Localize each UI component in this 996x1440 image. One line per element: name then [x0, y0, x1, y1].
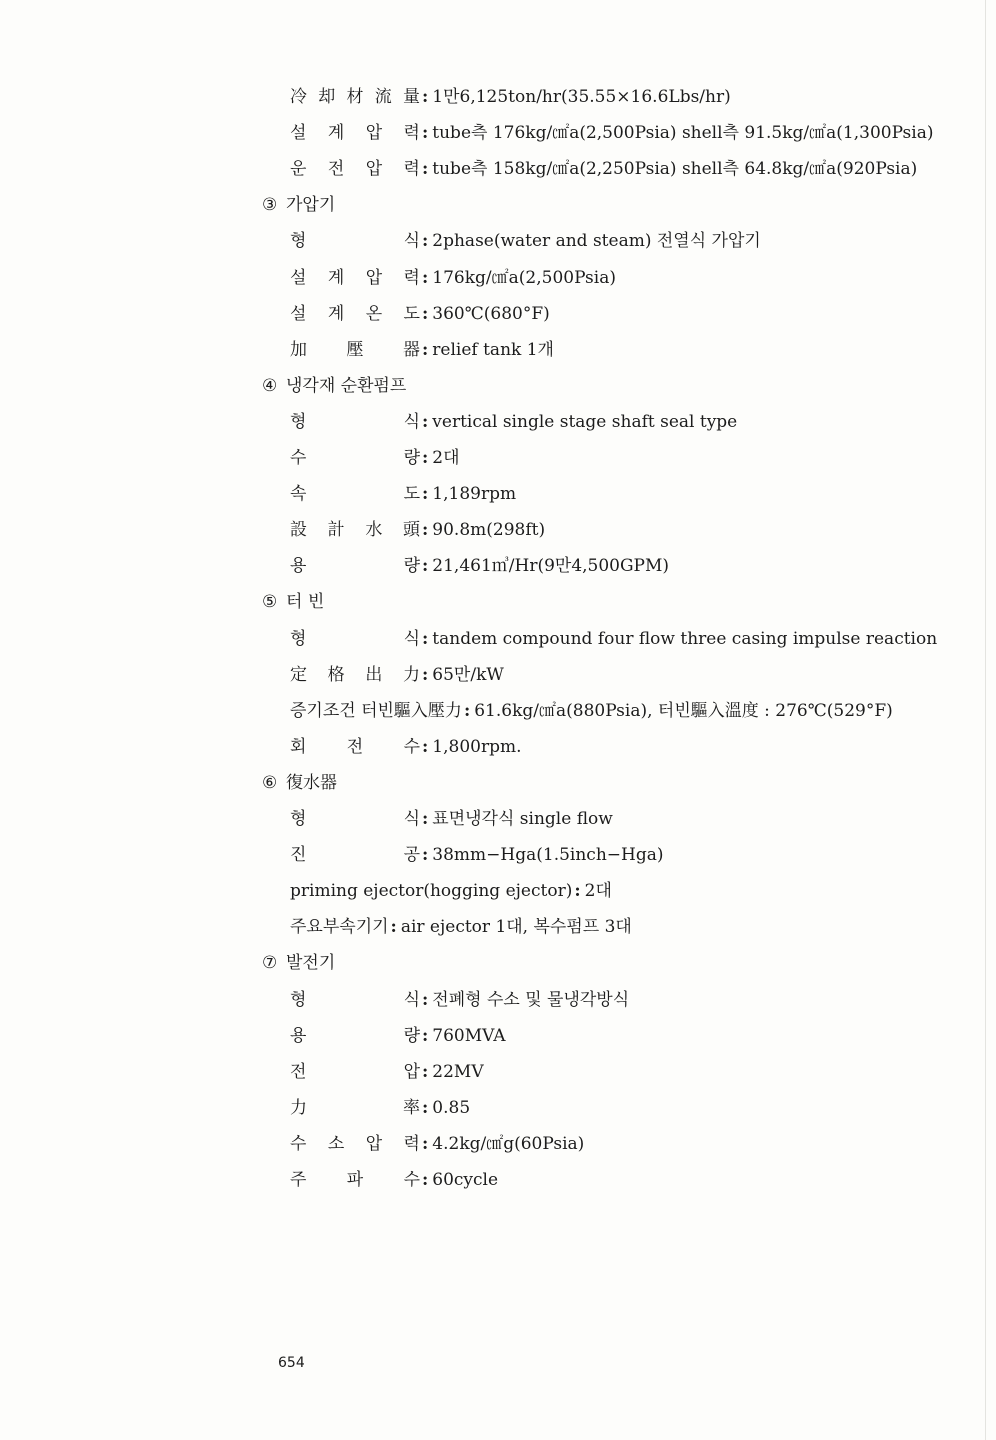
spec-label-char: 형 [290, 231, 307, 252]
spec-label-char: 却 [318, 87, 336, 107]
spec-label-char: 운 [290, 159, 307, 180]
spec-label-char: 冷 [290, 87, 307, 107]
section-number: ⑦ [262, 953, 278, 974]
spec-label-char: 량 [403, 448, 420, 468]
spec-label-char: 량 [403, 1025, 420, 1046]
spec-value: 2대 [432, 448, 460, 468]
spec-label [290, 230, 420, 252]
spec-label-char: 용 [290, 556, 307, 577]
spec-label [290, 303, 420, 325]
spec-line [290, 1169, 498, 1191]
colon-separator: : [422, 231, 429, 252]
spec-value: 61.6kg/㎠a(880Psia), 터빈驅入溫度 : 276℃(529°F) [474, 700, 893, 721]
section-number: ④ [262, 375, 278, 396]
spec-line [290, 122, 933, 144]
spec-label-char: 수 [290, 448, 307, 468]
colon-separator: : [574, 881, 581, 902]
spec-label-char: 형 [290, 989, 307, 1010]
spec-label-char: 出 [365, 664, 383, 685]
spec-label-text: 증기조건 터빈驅入壓力 [290, 700, 462, 721]
spec-label-char: 수 [290, 1133, 307, 1154]
spec-label-char: 計 [327, 520, 345, 541]
colon-separator: : [422, 809, 429, 829]
colon-separator: : [422, 303, 429, 324]
spec-label-char: 형 [290, 809, 307, 829]
spec-label-char: 수 [403, 736, 420, 757]
spec-label-char: 器 [403, 339, 420, 360]
colon-separator: : [422, 1097, 429, 1118]
spec-label-char: 계 [327, 123, 345, 144]
spec-label-char: 계 [327, 267, 345, 288]
spec-label [290, 1133, 420, 1155]
spec-label-char: 형 [290, 411, 307, 432]
spec-value: 0.85 [432, 1097, 471, 1118]
colon-separator: : [390, 917, 397, 938]
spec-line [290, 989, 629, 1011]
spec-value: 176kg/㎠a(2,500Psia) [432, 267, 616, 288]
colon-separator: : [463, 700, 471, 721]
spec-label [290, 808, 420, 830]
spec-value: 38mm−Hga(1.5inch−Hga) [432, 845, 664, 866]
spec-label-char: 계 [327, 303, 345, 324]
spec-value: 60cycle [432, 1170, 499, 1190]
spec-label [290, 122, 420, 144]
spec-value: 전폐형 수소 및 물냉각방식 [432, 989, 630, 1010]
spec-label-char: 식 [403, 989, 420, 1010]
spec-label-text: priming ejector(hogging ejector) [290, 881, 573, 902]
spec-label-text: 주요부속기기 [290, 917, 389, 938]
spec-value: tube측 176kg/㎠a(2,500Psia) shell측 91.5kg/㎠a(1,300Psia) [432, 123, 934, 144]
spec-label [290, 628, 420, 650]
spec-label-char: 식 [403, 809, 420, 829]
spec-line [290, 519, 545, 541]
section-heading [262, 375, 406, 397]
spec-label [290, 1169, 420, 1191]
colon-separator: : [422, 123, 429, 144]
section-heading [262, 591, 324, 613]
spec-line [290, 1097, 470, 1119]
spec-line [290, 916, 632, 938]
spec-label-char: 頭 [402, 520, 420, 541]
spec-line [290, 700, 893, 722]
spec-label-char: 전 [290, 1061, 307, 1082]
colon-separator: : [422, 448, 429, 468]
spec-label-char: 압 [365, 267, 383, 288]
spec-label-char: 設 [290, 520, 307, 541]
scan-edge [985, 0, 986, 1440]
spec-line [290, 447, 460, 469]
spec-label-char: 회 [290, 736, 307, 757]
colon-separator: : [422, 520, 429, 541]
spec-value: 22MV [432, 1061, 484, 1082]
spec-value: 표면냉각식 single flow [432, 809, 613, 829]
section-title: 터 빈 [286, 592, 325, 613]
colon-separator: : [422, 1061, 429, 1082]
spec-line [290, 844, 663, 866]
spec-label [290, 844, 420, 866]
spec-line [290, 880, 612, 902]
spec-label-char: 형 [290, 628, 307, 649]
spec-line [290, 411, 737, 433]
spec-line [290, 483, 516, 505]
spec-label [290, 519, 420, 541]
spec-value: relief tank 1개 [432, 339, 554, 360]
spec-label-char: 壓 [346, 339, 364, 360]
section-heading [262, 952, 335, 974]
spec-value: 65만/kW [432, 664, 504, 685]
spec-label [290, 736, 420, 758]
spec-label-char: 力 [290, 1097, 307, 1118]
spec-label [290, 555, 420, 577]
spec-label [290, 664, 420, 686]
spec-label-char: 속 [290, 484, 307, 505]
section-number: ⑤ [262, 592, 278, 613]
section-heading [262, 772, 337, 794]
spec-label-char: 압 [365, 159, 383, 180]
spec-label-char: 량 [403, 556, 420, 577]
spec-label-char: 압 [365, 1133, 383, 1154]
spec-value: 1,189rpm [432, 484, 517, 505]
spec-value: vertical single stage shaft seal type [432, 411, 738, 432]
spec-label-char: 주 [290, 1170, 307, 1190]
spec-line [290, 86, 731, 108]
section-title: 냉각재 순환펌프 [286, 375, 407, 396]
spec-label-char: 수 [403, 1170, 420, 1190]
colon-separator: : [422, 989, 429, 1010]
spec-value: 760MVA [432, 1025, 506, 1046]
colon-separator: : [422, 339, 429, 360]
spec-value: 90.8m(298ft) [432, 520, 546, 541]
spec-label-char: 력 [403, 159, 420, 180]
spec-value: air ejector 1대, 복수펌프 3대 [400, 917, 632, 938]
spec-line [290, 664, 504, 686]
spec-line [290, 1133, 584, 1155]
section-number: ⑥ [262, 772, 278, 793]
section-number: ③ [262, 195, 278, 216]
spec-label-char: 格 [327, 664, 345, 685]
spec-label-char: 진 [290, 845, 307, 866]
spec-label-char: 온 [365, 303, 383, 324]
spec-label-char: 설 [290, 123, 307, 144]
spec-label-char: 용 [290, 1025, 307, 1046]
spec-label-char: 加 [290, 339, 307, 360]
spec-line [290, 628, 937, 650]
section-title: 가압기 [286, 195, 336, 216]
spec-label-char: 전 [327, 159, 345, 180]
spec-value: 2phase(water and steam) 전열식 가압기 [432, 231, 761, 252]
spec-label-char: 압 [403, 1061, 420, 1082]
spec-line [290, 267, 616, 289]
spec-label [290, 158, 420, 180]
spec-label-char: 도 [403, 303, 420, 324]
spec-value: 1만6,125ton/hr(35.55×16.6Lbs/hr) [432, 87, 731, 107]
spec-label [290, 989, 420, 1011]
spec-line [290, 555, 669, 577]
colon-separator: : [422, 664, 429, 685]
colon-separator: : [422, 845, 429, 866]
colon-separator: : [422, 1133, 429, 1154]
spec-label-char: 압 [365, 123, 383, 144]
spec-line [290, 303, 550, 325]
spec-label-char: 소 [327, 1133, 345, 1154]
spec-label [290, 86, 420, 108]
spec-label-char: 식 [403, 628, 420, 649]
colon-separator: : [422, 87, 429, 107]
spec-label-char: 水 [365, 520, 383, 541]
spec-label-char: 材 [346, 87, 364, 107]
spec-label [290, 339, 420, 361]
spec-line [290, 158, 917, 180]
spec-label-char: 공 [403, 845, 420, 866]
spec-value: 1,800rpm. [432, 736, 522, 757]
section-title: 復水器 [286, 772, 337, 793]
spec-value: tube측 158kg/㎠a(2,250Psia) shell측 64.8kg/㎠a(920Psia) [432, 159, 918, 180]
spec-line [290, 1025, 506, 1047]
spec-value: tandem compound four flow three casing impulse reaction [432, 628, 938, 649]
colon-separator: : [422, 1025, 429, 1046]
spec-line [290, 1061, 484, 1083]
spec-label-char: 도 [403, 484, 420, 505]
spec-label-char: 力 [402, 664, 420, 685]
spec-value: 2대 [584, 881, 612, 902]
page-number: 654 [278, 1355, 305, 1371]
spec-label-char: 설 [290, 303, 307, 324]
section-heading [262, 194, 335, 216]
spec-value: 360℃(680°F) [432, 303, 550, 324]
colon-separator: : [422, 159, 429, 180]
spec-label-char: 설 [290, 267, 307, 288]
spec-label-char: 流 [374, 87, 392, 107]
spec-label-char: 력 [403, 267, 420, 288]
spec-label-char: 率 [403, 1097, 420, 1118]
colon-separator: : [422, 628, 429, 649]
spec-label-char: 전 [346, 736, 364, 757]
colon-separator: : [422, 1170, 429, 1190]
spec-label-char: 식 [403, 411, 420, 432]
colon-separator: : [422, 736, 429, 757]
colon-separator: : [422, 556, 429, 577]
spec-label [290, 411, 420, 433]
section-title: 발전기 [286, 953, 336, 974]
spec-label [290, 447, 420, 469]
spec-label-char: 력 [403, 1133, 420, 1154]
spec-label [290, 1097, 420, 1119]
spec-line [290, 339, 554, 361]
spec-label-char: 력 [403, 123, 420, 144]
spec-label [290, 267, 420, 289]
spec-label [290, 1061, 420, 1083]
spec-line [290, 808, 613, 830]
spec-label-char: 파 [346, 1170, 364, 1190]
colon-separator: : [422, 411, 429, 432]
colon-separator: : [422, 484, 429, 505]
spec-line [290, 736, 521, 758]
spec-label [290, 1025, 420, 1047]
spec-label-char: 定 [290, 664, 307, 685]
colon-separator: : [422, 267, 429, 288]
spec-line [290, 230, 761, 252]
spec-value: 4.2kg/㎠g(60Psia) [432, 1133, 585, 1154]
spec-label-char: 量 [403, 87, 420, 107]
spec-label [290, 483, 420, 505]
spec-value: 21,461㎥/Hr(9만4,500GPM) [432, 556, 670, 577]
spec-label-char: 식 [403, 231, 420, 252]
